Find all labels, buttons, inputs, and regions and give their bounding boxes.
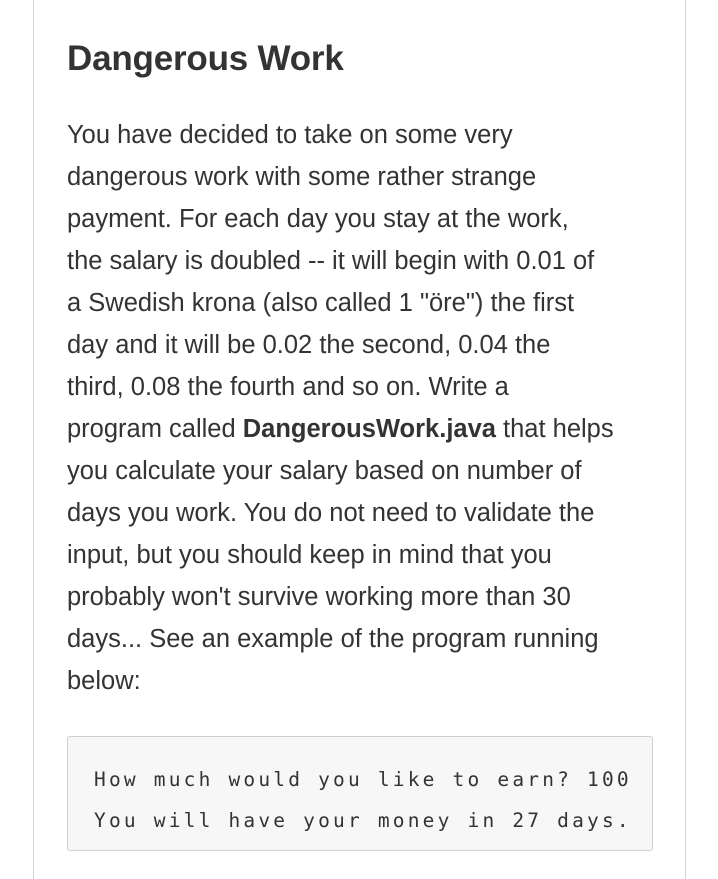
paragraph-line: dangerous work with some rather strange	[67, 163, 537, 191]
paragraph-line: days... See an example of the program running	[67, 625, 599, 653]
paragraph-line: probably won't survive working more than 30	[67, 583, 571, 611]
paragraph-line: you calculate your salary based on number of	[67, 457, 582, 485]
paragraph-line: below:	[67, 667, 141, 695]
program-filename: DangerousWork.java	[242, 415, 496, 443]
code-output	[94, 759, 632, 841]
document-page	[33, 0, 686, 879]
paragraph-line: program called DangerousWork.java that helps	[67, 415, 614, 443]
paragraph-line: day and it will be 0.02 the second, 0.04 the	[67, 331, 551, 359]
page-title: Dangerous Work	[67, 39, 344, 78]
paragraph-line: a Swedish krona (also called 1 "öre") the first	[67, 289, 575, 317]
code-line: How much would you like to earn? 100	[94, 768, 632, 791]
paragraph-line: third, 0.08 the fourth and so on. Write a	[67, 373, 509, 401]
paragraph-line: You have decided to take on some very	[67, 121, 513, 149]
paragraph-line: the salary is doubled -- it will begin with 0.01 of	[67, 247, 595, 275]
description-paragraph	[67, 114, 657, 702]
paragraph-line: input, but you should keep in mind that you	[67, 541, 552, 569]
code-line: You will have your money in 27 days.	[94, 809, 632, 832]
paragraph-line: payment. For each day you stay at the work,	[67, 205, 569, 233]
example-output-codeblock[interactable]	[67, 736, 653, 851]
paragraph-line: days you work. You do not need to validate the	[67, 499, 595, 527]
